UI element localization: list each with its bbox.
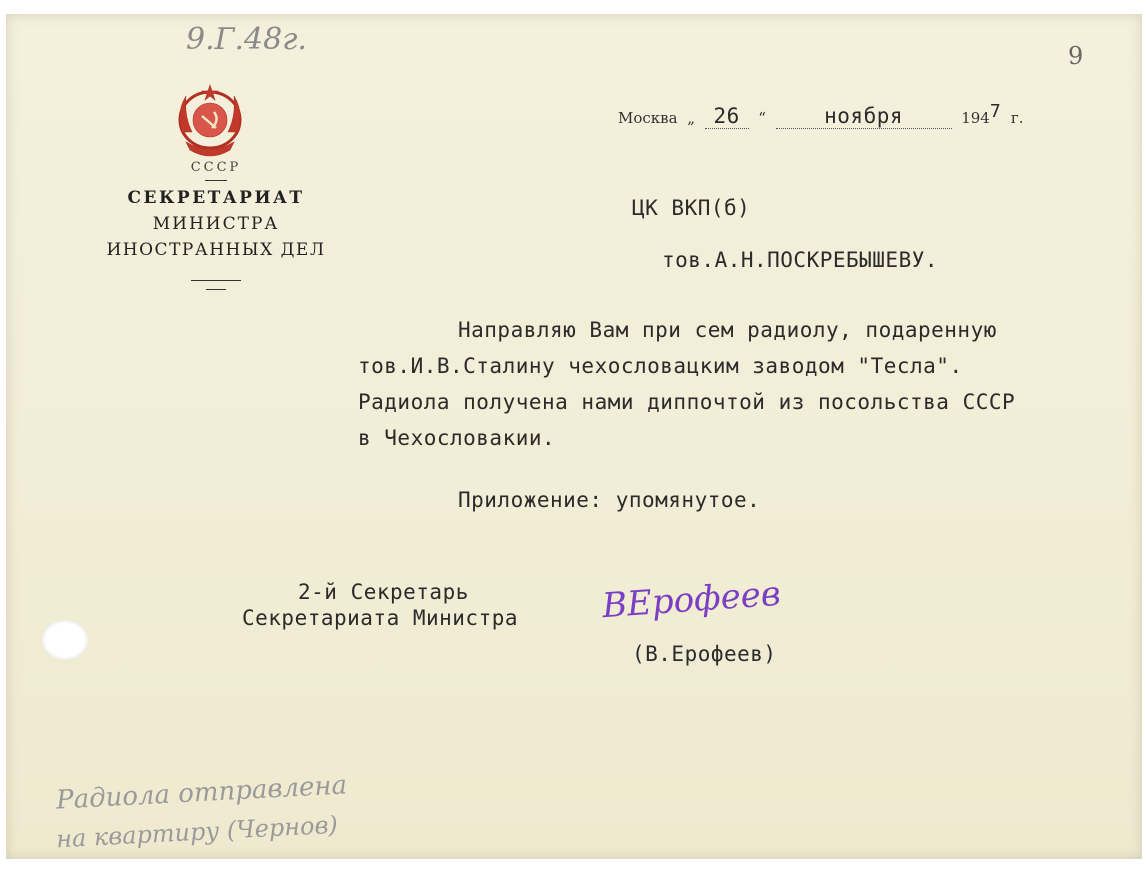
- date-quote-close: “: [758, 109, 766, 127]
- signer-name: (В.Ерофеев): [632, 642, 777, 666]
- letterhead-country: СССР: [190, 160, 242, 175]
- body-line-2: тов.И.В.Сталину чехословацким заводом "Тесла".: [358, 354, 963, 378]
- body-line-3: Радиола получена нами диппочтой из посольства СССР: [358, 390, 1016, 414]
- addressee-line-2: тов.А.Н.ПОСКРЕБЫШЕВУ.: [662, 248, 939, 272]
- letterhead-line-2: МИНИСТРА: [152, 214, 280, 234]
- date-line: [618, 101, 1024, 129]
- letterhead-rule: [191, 280, 241, 281]
- pencil-note-line-2: на квартиру (Чернов): [55, 810, 339, 854]
- letterhead-rule-short: [206, 289, 226, 290]
- attachment-line: Приложение: упомянутое.: [458, 488, 761, 512]
- page-number: 9: [1068, 42, 1084, 70]
- date-day: 26: [705, 104, 749, 129]
- archive-handwritten-note: 9.Г.48г.: [186, 22, 307, 57]
- punch-hole: [42, 620, 88, 660]
- body-line-4: в Чехословакии.: [358, 426, 556, 450]
- addressee-line-1: ЦК ВКП(б): [632, 196, 751, 220]
- date-city: Москва: [618, 109, 678, 127]
- body-line-1: Направляю Вам при сем радиолу, подаренную: [458, 318, 997, 342]
- date-quote-open: „: [687, 109, 695, 127]
- letterhead-line-1: СЕКРЕТАРИАТ: [127, 188, 305, 208]
- date-year-suffix: 7: [989, 101, 1002, 122]
- letterhead-line-3: ИНОСТРАННЫХ ДЕЛ: [106, 240, 326, 260]
- letterhead-divider: [205, 180, 227, 181]
- signer-title-line-2: Секретариата Министра: [242, 606, 519, 630]
- date-year-prefix: 194: [961, 109, 990, 127]
- signer-title-line-1: 2-й Секретарь: [298, 580, 469, 604]
- date-month: ноября: [776, 104, 952, 129]
- letterhead: [100, 160, 332, 290]
- pencil-note-line-1: Радиола отправлена: [55, 770, 348, 816]
- date-year-unit: г.: [1010, 109, 1024, 127]
- ussr-emblem-icon: [168, 82, 252, 164]
- handwritten-signature: ВЕрофеев: [600, 573, 782, 627]
